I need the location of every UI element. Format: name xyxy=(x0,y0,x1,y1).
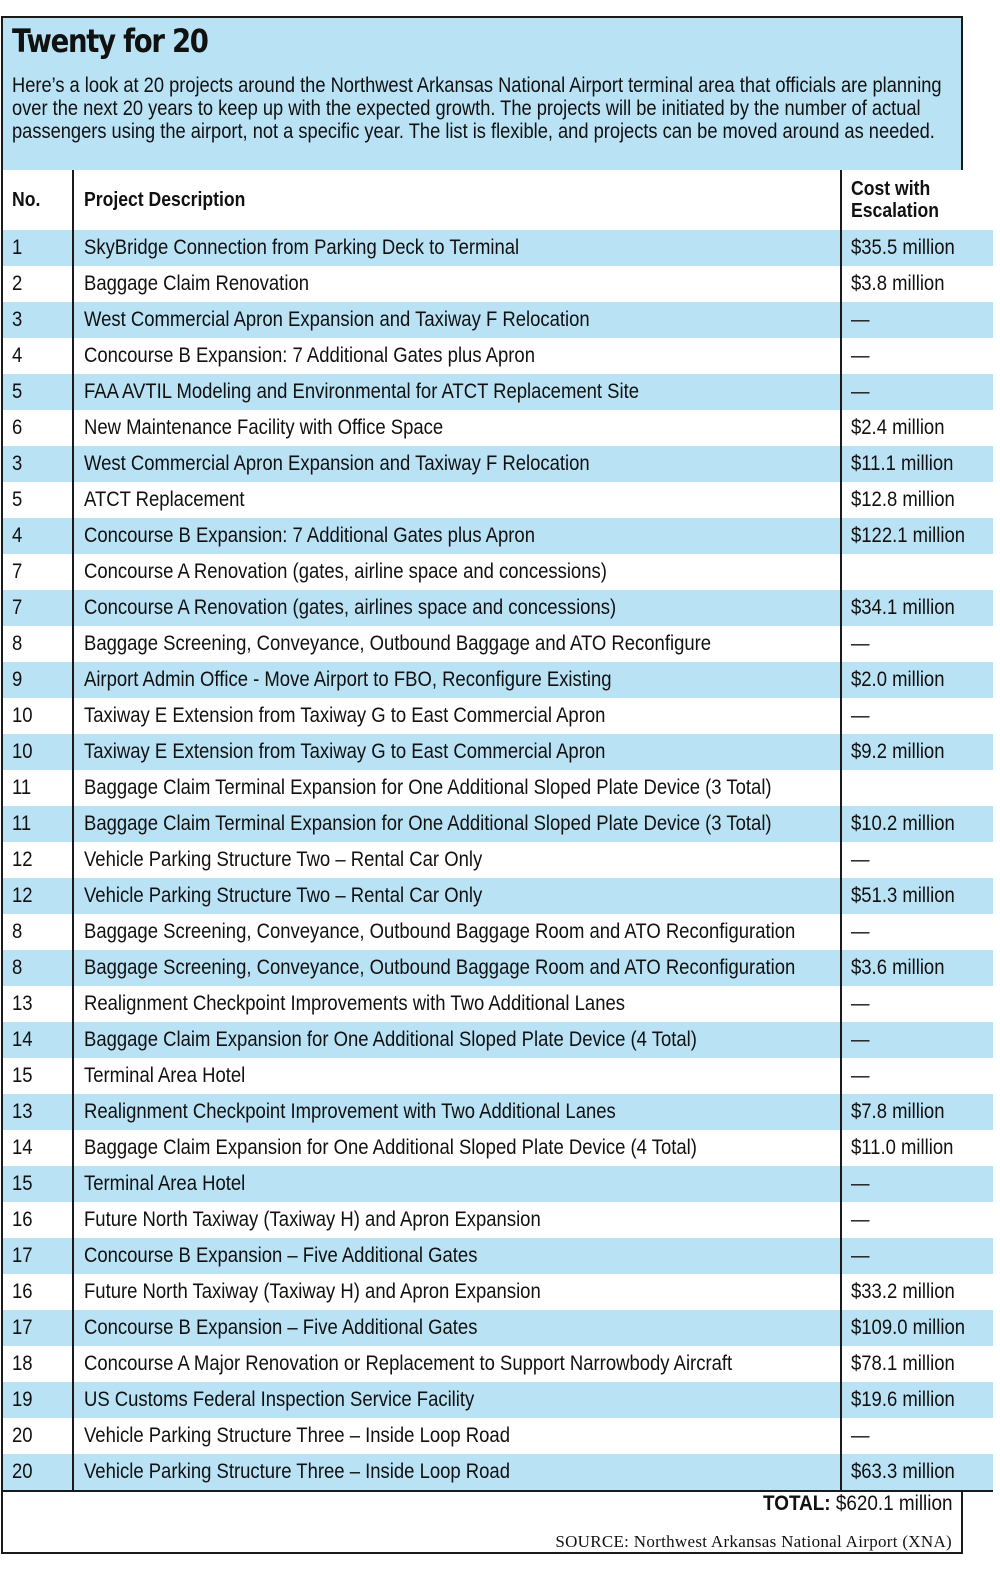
project-description: Future North Taxiway (Taxiway H) and Apron Expansion xyxy=(84,1208,541,1231)
project-description: Concourse B Expansion – Five Additional Gates xyxy=(84,1244,478,1267)
project-description: West Commercial Apron Expansion and Taxiway F Relocation xyxy=(84,308,590,331)
project-cost-cell xyxy=(841,410,993,446)
project-description: Concourse A Renovation (gates, airlines space and concessions) xyxy=(84,596,617,619)
row-number-cell xyxy=(3,302,73,338)
table-row xyxy=(3,1094,993,1130)
row-number: 12 xyxy=(12,884,33,907)
project-cost: $2.0 million xyxy=(851,668,945,691)
project-cost: — xyxy=(851,848,870,871)
project-cost: — xyxy=(851,1028,870,1051)
row-number-cell xyxy=(3,1166,73,1202)
table-row xyxy=(3,1166,993,1202)
table-row xyxy=(3,1382,993,1418)
row-number-cell xyxy=(3,518,73,554)
project-description-cell xyxy=(73,1382,841,1418)
table-row xyxy=(3,482,993,518)
project-cost-cell xyxy=(841,1022,993,1058)
project-description-cell xyxy=(73,410,841,446)
row-number: 8 xyxy=(12,632,23,655)
row-number-cell xyxy=(3,1310,73,1346)
project-cost: — xyxy=(851,344,870,367)
project-description-cell xyxy=(73,1310,841,1346)
row-number-cell xyxy=(3,482,73,518)
project-description-cell xyxy=(73,878,841,914)
row-number: 4 xyxy=(12,524,23,547)
project-cost-cell xyxy=(841,950,993,986)
project-cost: $51.3 million xyxy=(851,884,955,907)
table-row xyxy=(3,446,993,482)
table-row xyxy=(3,698,993,734)
project-description: New Maintenance Facility with Office Space xyxy=(84,416,444,439)
table-row xyxy=(3,230,993,266)
row-number-cell xyxy=(3,986,73,1022)
row-number-cell xyxy=(3,1238,73,1274)
page-title: Twenty for 20 xyxy=(12,22,208,60)
row-number-cell xyxy=(3,662,73,698)
project-description-cell xyxy=(73,1274,841,1310)
column-header-description: Project Description xyxy=(73,170,841,230)
project-cost-cell xyxy=(841,1454,993,1491)
project-description-cell xyxy=(73,446,841,482)
project-description: Vehicle Parking Structure Two – Rental Car Only xyxy=(84,884,483,907)
row-number-cell xyxy=(3,914,73,950)
project-description-cell xyxy=(73,698,841,734)
table-row xyxy=(3,662,993,698)
project-description: Baggage Screening, Conveyance, Outbound Baggage Room and ATO Reconfiguration xyxy=(84,956,796,979)
project-description-cell xyxy=(73,1094,841,1130)
row-number-cell xyxy=(3,770,73,806)
table-row xyxy=(3,338,993,374)
project-cost: $109.0 million xyxy=(851,1316,966,1339)
project-description: Concourse B Expansion: 7 Additional Gates plus Apron xyxy=(84,524,535,547)
row-number-cell xyxy=(3,1418,73,1454)
project-description-cell xyxy=(73,770,841,806)
row-number: 8 xyxy=(12,920,23,943)
project-description-cell xyxy=(73,950,841,986)
project-cost-cell xyxy=(841,662,993,698)
total-line xyxy=(742,1492,952,1516)
project-cost: $7.8 million xyxy=(851,1100,945,1123)
project-cost-cell xyxy=(841,734,993,770)
project-cost: — xyxy=(851,1064,870,1087)
project-description-cell xyxy=(73,518,841,554)
row-number: 4 xyxy=(12,344,23,367)
project-description-cell xyxy=(73,1202,841,1238)
project-cost: $11.1 million xyxy=(851,452,954,475)
row-number: 14 xyxy=(12,1028,33,1051)
project-cost: $19.6 million xyxy=(851,1388,955,1411)
project-description-cell xyxy=(73,662,841,698)
project-cost-cell xyxy=(841,806,993,842)
row-number: 9 xyxy=(12,668,23,691)
project-description: Concourse A Major Renovation or Replacement to Support Narrowbody Aircraft xyxy=(84,1352,733,1375)
project-cost-cell xyxy=(841,842,993,878)
project-description-cell xyxy=(73,302,841,338)
row-number-cell xyxy=(3,1346,73,1382)
row-number-cell xyxy=(3,1094,73,1130)
project-description: Baggage Claim Renovation xyxy=(84,272,309,295)
project-description: Baggage Screening, Conveyance, Outbound Baggage and ATO Reconfigure xyxy=(84,632,712,655)
project-description: Baggage Claim Terminal Expansion for One Additional Sloped Plate Device (3 Total) xyxy=(84,776,772,799)
project-description-cell xyxy=(73,1418,841,1454)
row-number-cell xyxy=(3,842,73,878)
table-row xyxy=(3,266,993,302)
table-row xyxy=(3,734,993,770)
row-number-cell xyxy=(3,698,73,734)
project-cost-cell xyxy=(841,1346,993,1382)
intro-paragraph: Here’s a look at 20 projects around the Northwest Arkansas National Airport terminal area that officials are planning over the next 20 years to keep up with the expected growth. The projects will be initiated by the number of actual passengers using the airport, not a specific year. The list is flexible, and projects can be moved around as needed. xyxy=(12,74,942,143)
row-number: 11 xyxy=(12,776,32,799)
row-number-cell xyxy=(3,1454,73,1491)
table-row xyxy=(3,1274,993,1310)
project-cost-cell xyxy=(841,698,993,734)
row-number: 15 xyxy=(12,1172,33,1195)
project-cost-cell xyxy=(841,1130,993,1166)
row-number: 19 xyxy=(12,1388,33,1411)
row-number: 13 xyxy=(12,1100,33,1123)
project-cost-cell xyxy=(841,878,993,914)
project-cost: — xyxy=(851,920,870,943)
project-description: Baggage Screening, Conveyance, Outbound Baggage Room and ATO Reconfiguration xyxy=(84,920,796,943)
row-number: 3 xyxy=(12,308,23,331)
project-description-cell xyxy=(73,554,841,590)
table-row xyxy=(3,1310,993,1346)
row-number-cell xyxy=(3,554,73,590)
table-header-row xyxy=(3,170,993,230)
project-description: Concourse A Renovation (gates, airline space and concessions) xyxy=(84,560,607,583)
project-description-cell xyxy=(73,914,841,950)
project-cost: — xyxy=(851,380,870,403)
project-cost-cell xyxy=(841,1094,993,1130)
project-description: West Commercial Apron Expansion and Taxiway F Relocation xyxy=(84,452,590,475)
project-description: Baggage Claim Expansion for One Additional Sloped Plate Device (4 Total) xyxy=(84,1136,697,1159)
header-panel xyxy=(3,18,961,170)
column-header-no: No. xyxy=(3,170,73,230)
project-description-cell xyxy=(73,590,841,626)
row-number: 5 xyxy=(12,488,23,511)
row-number-cell xyxy=(3,1202,73,1238)
source-credit: SOURCE: Northwest Arkansas National Airport (XNA) xyxy=(555,1532,952,1551)
project-cost: $63.3 million xyxy=(851,1460,955,1483)
row-number-cell xyxy=(3,1130,73,1166)
row-number-cell xyxy=(3,410,73,446)
project-description: Realignment Checkpoint Improvements with Two Additional Lanes xyxy=(84,992,626,1015)
project-description: Vehicle Parking Structure Three – Inside Loop Road xyxy=(84,1424,510,1447)
project-cost-cell xyxy=(841,230,993,266)
row-number-cell xyxy=(3,590,73,626)
row-number: 12 xyxy=(12,848,33,871)
project-description: Airport Admin Office - Move Airport to FBO, Reconfigure Existing xyxy=(84,668,612,691)
project-description: Baggage Claim Expansion for One Additional Sloped Plate Device (4 Total) xyxy=(84,1028,697,1051)
project-cost: $33.2 million xyxy=(851,1280,955,1303)
project-description-cell xyxy=(73,1346,841,1382)
project-cost-cell xyxy=(841,1166,993,1202)
project-cost-cell xyxy=(841,986,993,1022)
row-number: 1 xyxy=(12,236,23,259)
table-row xyxy=(3,1346,993,1382)
row-number-cell xyxy=(3,1058,73,1094)
project-cost: $78.1 million xyxy=(851,1352,955,1375)
table-row xyxy=(3,914,993,950)
row-number-cell xyxy=(3,626,73,662)
project-cost: $9.2 million xyxy=(851,740,945,763)
table-row xyxy=(3,878,993,914)
projects-table xyxy=(3,170,993,1492)
total-label: TOTAL: xyxy=(762,1492,831,1515)
column-header-cost: Cost with Escalation xyxy=(841,170,993,230)
project-description-cell xyxy=(73,266,841,302)
row-number-cell xyxy=(3,1022,73,1058)
project-description-cell xyxy=(73,1238,841,1274)
project-cost-cell xyxy=(841,554,993,590)
row-number: 17 xyxy=(12,1244,33,1267)
project-description: US Customs Federal Inspection Service Facility xyxy=(84,1388,475,1411)
row-number: 17 xyxy=(12,1316,33,1339)
row-number: 15 xyxy=(12,1064,33,1087)
project-cost-cell xyxy=(841,302,993,338)
project-description: Baggage Claim Terminal Expansion for One Additional Sloped Plate Device (3 Total) xyxy=(84,812,772,835)
project-description: Realignment Checkpoint Improvement with Two Additional Lanes xyxy=(84,1100,616,1123)
table-row xyxy=(3,842,993,878)
project-cost-cell xyxy=(841,374,993,410)
row-number-cell xyxy=(3,446,73,482)
project-cost-cell xyxy=(841,1418,993,1454)
project-cost: — xyxy=(851,704,870,727)
project-cost-cell xyxy=(841,590,993,626)
project-description-cell xyxy=(73,230,841,266)
project-description-cell xyxy=(73,1166,841,1202)
infographic-frame xyxy=(1,16,966,1554)
row-number-cell xyxy=(3,1274,73,1310)
project-description-cell xyxy=(73,842,841,878)
project-description-cell xyxy=(73,374,841,410)
project-description: Concourse B Expansion: 7 Additional Gates plus Apron xyxy=(84,344,535,367)
project-cost-cell xyxy=(841,1238,993,1274)
project-cost: $34.1 million xyxy=(851,596,955,619)
table-row xyxy=(3,986,993,1022)
project-cost: $2.4 million xyxy=(851,416,945,439)
row-number: 20 xyxy=(12,1460,33,1483)
table-row xyxy=(3,1238,993,1274)
row-number: 16 xyxy=(12,1280,33,1303)
project-description-cell xyxy=(73,1022,841,1058)
project-cost-cell xyxy=(841,482,993,518)
row-number: 8 xyxy=(12,956,23,979)
table-row xyxy=(3,374,993,410)
project-description: Taxiway E Extension from Taxiway G to East Commercial Apron xyxy=(84,740,606,763)
project-description-cell xyxy=(73,1058,841,1094)
table-row xyxy=(3,1202,993,1238)
project-cost: — xyxy=(851,1172,870,1195)
row-number: 7 xyxy=(12,596,23,619)
project-cost: $3.8 million xyxy=(851,272,945,295)
row-number-cell xyxy=(3,1382,73,1418)
row-number: 2 xyxy=(12,272,23,295)
project-cost-cell xyxy=(841,1382,993,1418)
project-description: FAA AVTIL Modeling and Environmental for ATCT Replacement Site xyxy=(84,380,640,403)
row-number-cell xyxy=(3,734,73,770)
row-number: 14 xyxy=(12,1136,33,1159)
project-cost-cell xyxy=(841,1202,993,1238)
project-cost: — xyxy=(851,1244,870,1267)
row-number-cell xyxy=(3,878,73,914)
project-cost-cell xyxy=(841,338,993,374)
project-cost-cell xyxy=(841,770,993,806)
row-number: 3 xyxy=(12,452,23,475)
table-row xyxy=(3,1058,993,1094)
project-description: Vehicle Parking Structure Three – Inside Loop Road xyxy=(84,1460,510,1483)
project-description: SkyBridge Connection from Parking Deck to Terminal xyxy=(84,236,520,259)
project-description: Taxiway E Extension from Taxiway G to East Commercial Apron xyxy=(84,704,606,727)
project-description-cell xyxy=(73,338,841,374)
table-row xyxy=(3,1454,993,1491)
project-cost: $35.5 million xyxy=(851,236,955,259)
project-description-cell xyxy=(73,626,841,662)
project-cost: $10.2 million xyxy=(851,812,955,835)
table-row xyxy=(3,950,993,986)
project-description: ATCT Replacement xyxy=(84,488,245,511)
row-number-cell xyxy=(3,230,73,266)
project-cost-cell xyxy=(841,518,993,554)
row-number-cell xyxy=(3,266,73,302)
project-cost: — xyxy=(851,308,870,331)
row-number: 11 xyxy=(12,812,32,835)
project-description: Concourse B Expansion – Five Additional Gates xyxy=(84,1316,478,1339)
row-number: 20 xyxy=(12,1424,33,1447)
row-number-cell xyxy=(3,338,73,374)
project-description: Terminal Area Hotel xyxy=(84,1172,246,1195)
project-description-cell xyxy=(73,734,841,770)
table-row xyxy=(3,1130,993,1166)
project-cost-cell xyxy=(841,626,993,662)
row-number-cell xyxy=(3,950,73,986)
project-cost-cell xyxy=(841,446,993,482)
project-cost: $11.0 million xyxy=(851,1136,954,1159)
table-row xyxy=(3,590,993,626)
project-description-cell xyxy=(73,1130,841,1166)
project-cost-cell xyxy=(841,266,993,302)
project-cost: — xyxy=(851,992,870,1015)
project-description-cell xyxy=(73,1454,841,1491)
project-cost: — xyxy=(851,632,870,655)
row-number-cell xyxy=(3,374,73,410)
project-cost: $3.6 million xyxy=(851,956,945,979)
project-description-cell xyxy=(73,482,841,518)
project-cost: $12.8 million xyxy=(851,488,955,511)
row-number: 6 xyxy=(12,416,23,439)
row-number-cell xyxy=(3,806,73,842)
table-row xyxy=(3,410,993,446)
project-cost-cell xyxy=(841,1058,993,1094)
table-row xyxy=(3,1022,993,1058)
table-row xyxy=(3,770,993,806)
table-row xyxy=(3,554,993,590)
project-cost: — xyxy=(851,1208,870,1231)
table-row xyxy=(3,626,993,662)
project-description: Future North Taxiway (Taxiway H) and Apron Expansion xyxy=(84,1280,541,1303)
row-number: 18 xyxy=(12,1352,33,1375)
project-description-cell xyxy=(73,806,841,842)
row-number: 7 xyxy=(12,560,23,583)
project-description: Terminal Area Hotel xyxy=(84,1064,246,1087)
project-cost: — xyxy=(851,1424,870,1447)
row-number: 10 xyxy=(12,740,33,763)
row-number: 10 xyxy=(12,704,33,727)
row-number: 5 xyxy=(12,380,23,403)
row-number: 16 xyxy=(12,1208,33,1231)
row-number: 13 xyxy=(12,992,33,1015)
project-description: Vehicle Parking Structure Two – Rental Car Only xyxy=(84,848,483,871)
table-row xyxy=(3,1418,993,1454)
total-value: $620.1 million xyxy=(835,1492,952,1515)
project-cost: $122.1 million xyxy=(851,524,966,547)
table-row xyxy=(3,518,993,554)
project-cost-cell xyxy=(841,1310,993,1346)
project-cost-cell xyxy=(841,914,993,950)
table-row xyxy=(3,806,993,842)
table-row xyxy=(3,302,993,338)
project-description-cell xyxy=(73,986,841,1022)
project-cost-cell xyxy=(841,1274,993,1310)
